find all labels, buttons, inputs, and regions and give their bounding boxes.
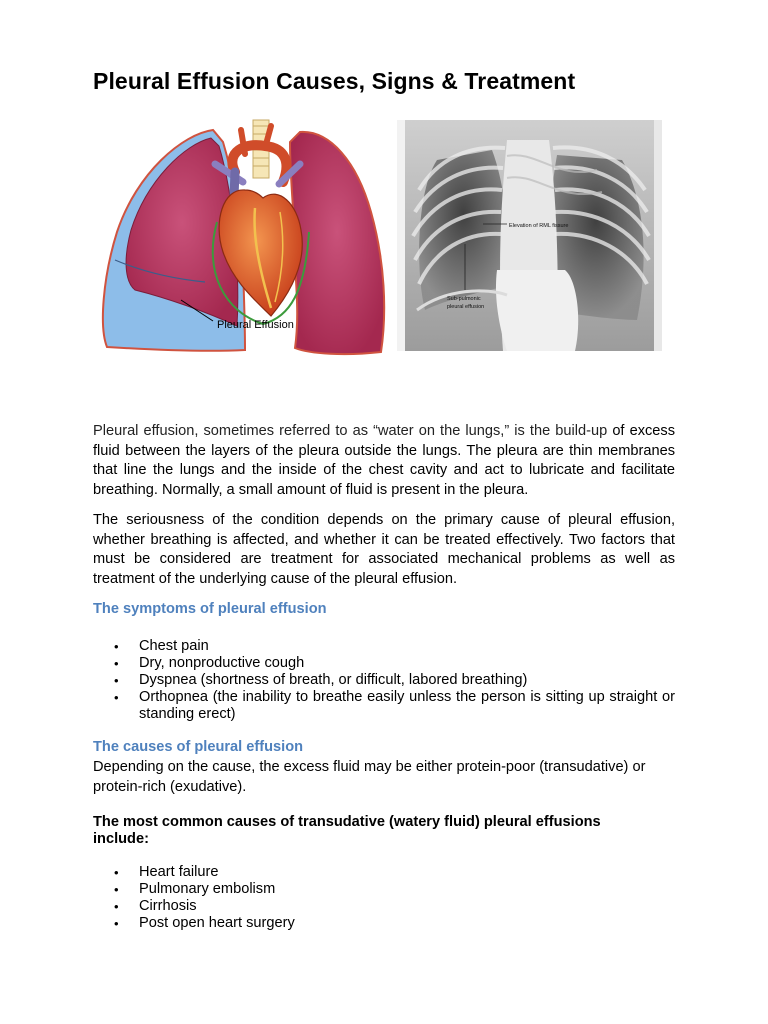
page-title: Pleural Effusion Causes, Signs & Treatment	[93, 68, 576, 94]
list-item: • Orthopnea (the inability to breathe easily unless the person is sitting up straight or standing erect)	[93, 689, 675, 723]
xray-label-fissure: Elevation of RML fissure	[509, 223, 569, 229]
xray-label-subpulmonic: Sub-pulmonic	[447, 296, 481, 302]
list-item: • Chest pain	[93, 638, 675, 655]
list-item: • Heart failure	[93, 864, 675, 881]
left-lung	[290, 132, 384, 354]
transudative-list	[93, 864, 675, 932]
causes-paragraph: Depending on the cause, the excess fluid may be either protein-poor (transudative) or protein-rich (exudative).	[93, 759, 646, 795]
list-item: • Post open heart surgery	[93, 915, 675, 932]
list-item: • Cirrhosis	[93, 898, 675, 915]
list-item: • Dyspnea (shortness of breath, or difficult, labored breathing)	[93, 672, 675, 689]
intro-paragraph	[93, 422, 675, 500]
xray-label-effusion: pleural effusion	[447, 304, 485, 310]
transudative-heading: The most common causes of transudative (watery fluid) pleural effusions include:	[93, 814, 601, 847]
list-item: • Dry, nonproductive cough	[93, 655, 675, 672]
symptoms-heading: The symptoms of pleural effusion	[93, 601, 327, 617]
causes-heading: The causes of pleural effusion	[93, 739, 304, 755]
seriousness-paragraph: The seriousness of the condition depends on the primary cause of pleural effusion, whether breathing is affected, and whether it can be treated effectively. Two factors that must be considered are treatment for associated mechanical problems as well as treatment of the underlying cause of the pleural effusion.	[93, 512, 675, 587]
intro-lead: Pleural effusion, sometimes referred to as “water on the lungs,” is the build-up	[93, 423, 608, 439]
symptoms-list	[93, 638, 675, 723]
intro-rest: of excess fluid between the layers of the pleura outside the lungs. The pleura are thin membranes that line the lungs and the inside of the chest cavity and act to lubricate and facilitate breathing. Normally, a small amount of fluid is present in the pleura.	[93, 423, 675, 498]
list-item: • Pulmonary embolism	[93, 881, 675, 898]
chest-xray-image	[397, 120, 662, 351]
effusion-label: Pleural Effusion	[217, 319, 294, 331]
lungs-illustration	[95, 112, 390, 367]
